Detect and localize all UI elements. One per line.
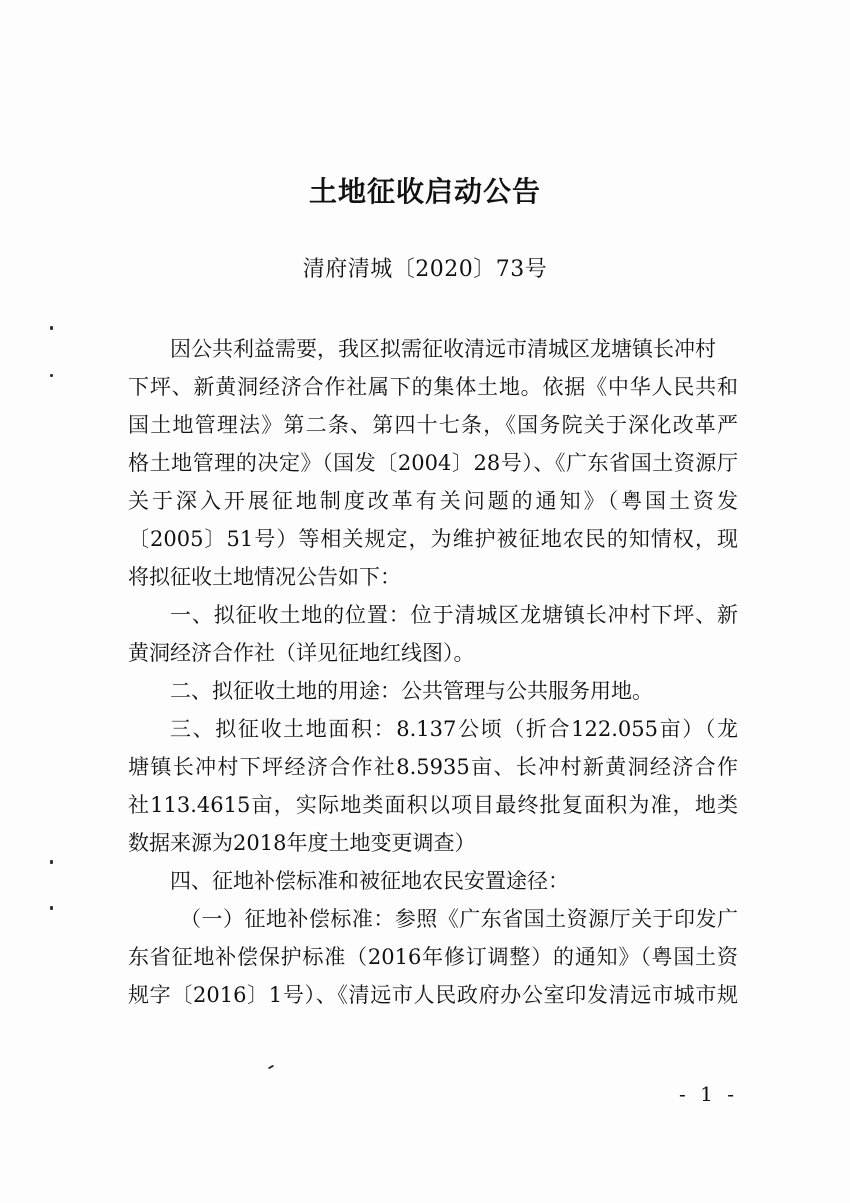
document-number: 清府清城〔2020〕73号 (302, 257, 548, 282)
paragraph-line: 下坪、新黄洞经济合作社属下的集体土地。依据《中华人民共和 (128, 375, 738, 399)
page-title: 土地征收启动公告 (308, 175, 541, 208)
paragraph-line: 三、拟征收土地面积：8.137公顷（折合122.055亩）（龙 (170, 717, 738, 741)
paragraph-line: 数据来源为2018年度土地变更调查） (128, 831, 476, 855)
paragraph-line: 二、拟征收土地的用途：公共管理与公共服务用地。 (170, 679, 653, 703)
paragraph-line: 东省征地补偿保护标准（2016年修订调整）的通知》（粤国土资 (128, 945, 738, 969)
paragraph-line: 规字〔2016〕1号）、《清远市人民政府办公室印发清远市城市规 (128, 983, 738, 1007)
paragraph-line: 格土地管理的决定》（国发〔2004〕28号）、《广东省国土资源厅 (128, 451, 738, 475)
scan-speck (268, 1065, 274, 1070)
scan-speck (50, 374, 53, 377)
paragraph-line: 一、拟征收土地的位置：位于清城区龙塘镇长冲村下坪、新 (170, 603, 738, 627)
paragraph-line: 国土地管理法》第二条、第四十七条，《国务院关于深化改革严 (128, 413, 738, 437)
paragraph-line: 社113.4615亩，实际地类面积以项目最终批复面积为准，地类 (128, 793, 738, 817)
scan-speck (50, 326, 53, 330)
paragraph-line: 塘镇长冲村下坪经济合作社8.5935亩、长冲村新黄洞经济合作 (128, 755, 738, 779)
paragraph-line: 四、征地补偿标准和被征地农民安置途径： (170, 869, 569, 893)
scan-speck (50, 906, 53, 910)
paragraph-line: 因公共利益需要，我区拟需征收清远市清城区龙塘镇长冲村 (170, 337, 716, 361)
paragraph-line: 将拟征收土地情况公告如下： (128, 565, 401, 589)
paragraph-line: 〔2005〕51号）等相关规定，为维护被征地农民的知情权，现 (128, 527, 738, 551)
paragraph-line: 黄洞经济合作社（详见征地红线图）。 (128, 641, 475, 665)
scan-speck (50, 860, 53, 864)
page-number: - 1 - (679, 1082, 738, 1106)
paragraph-line: 关于深入开展征地制度改革有关问题的通知》（粤国土资发 (128, 489, 738, 513)
paragraph-line: （一）征地补偿标准：参照《广东省国土资源厅关于印发广 (180, 907, 738, 931)
